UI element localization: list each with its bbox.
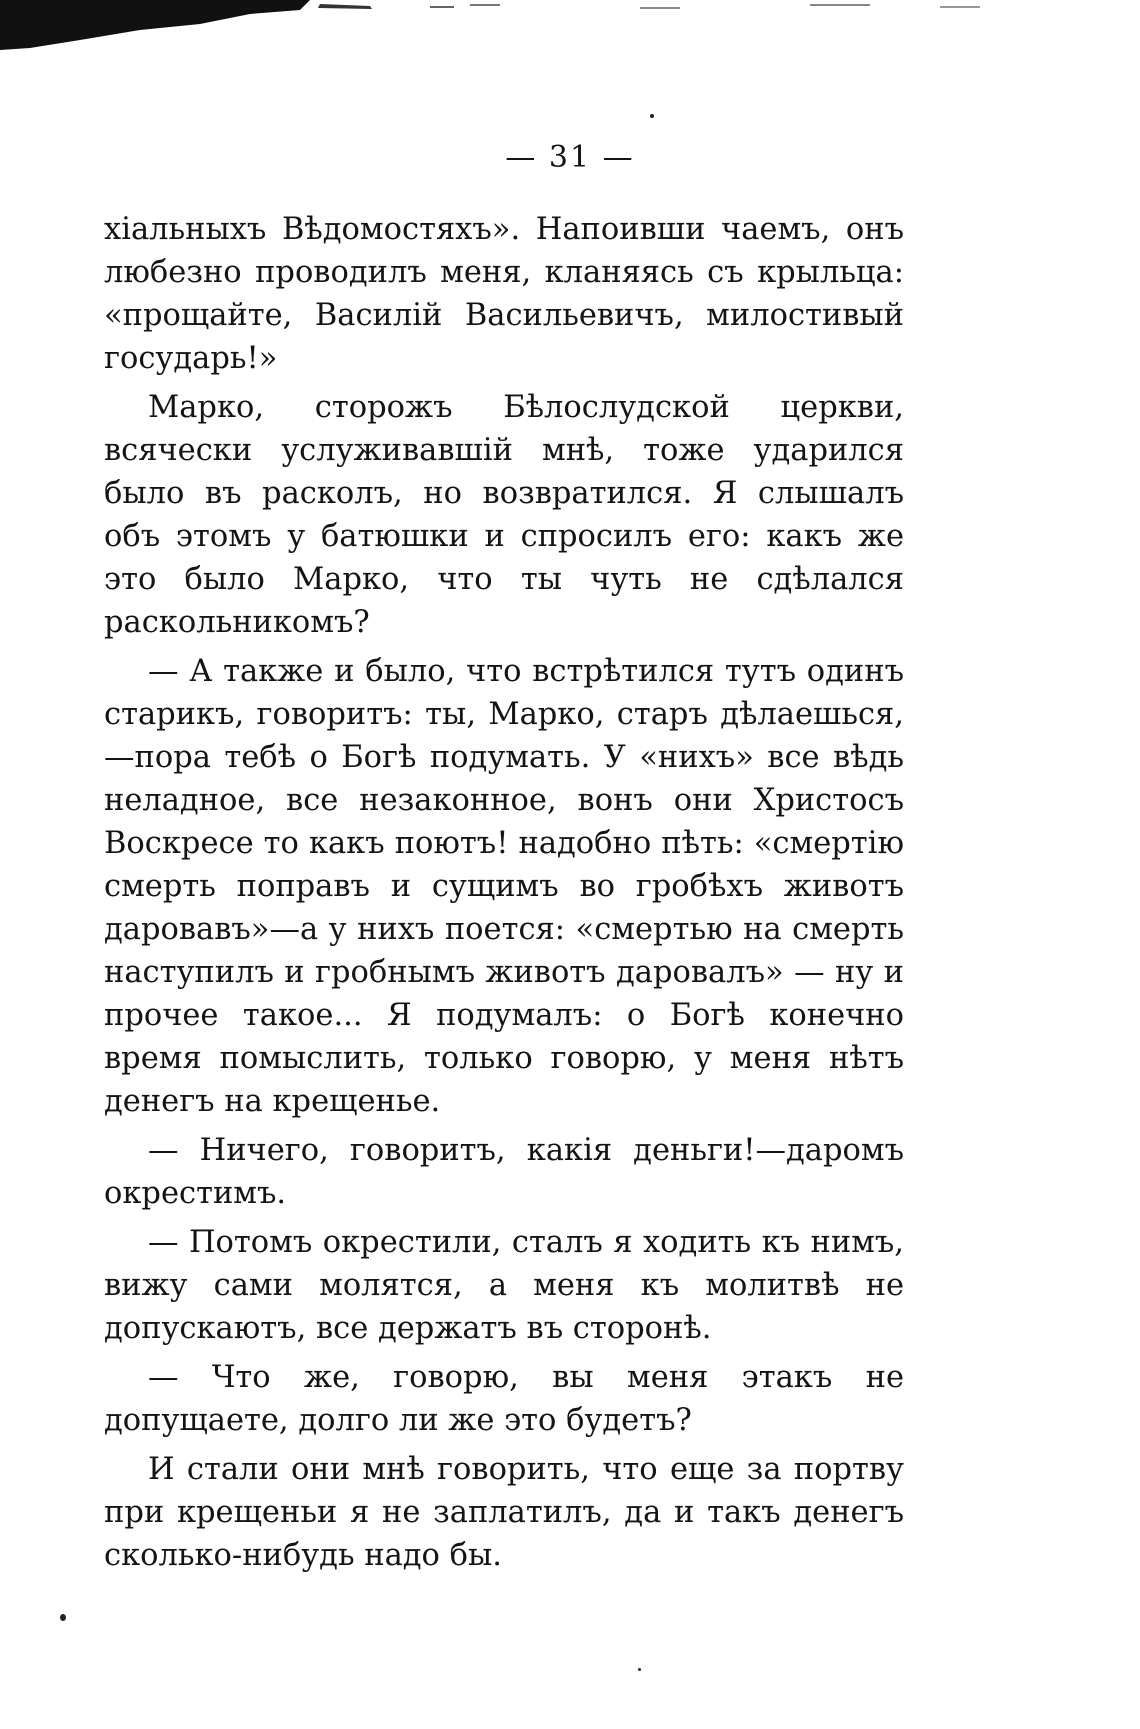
text-body — [104, 208, 904, 1577]
page-number: — 31 — — [505, 140, 635, 175]
paragraph: — Ничего, говоритъ, какія деньги!—даромъ окрестимъ. — [104, 1133, 904, 1211]
paragraph: — Потомъ окрестили, сталъ я ходить къ нимъ, вижу сами молятся, а меня къ молитвѣ не допускаютъ, все держатъ въ сторонѣ. — [104, 1225, 904, 1346]
paragraph: Марко, сторожъ Бѣлослудской церкви, всячески услуживавшій мнѣ, тоже ударился было въ расколъ, но возвратился. Я слышалъ объ этомъ у батюшки и спросилъ его: какъ же это было Марко, что ты чуть не сдѣлался раскольникомъ? — [104, 390, 904, 640]
paragraph: — Что же, говорю, вы меня этакъ не допущаете, долго ли же это будетъ? — [104, 1360, 904, 1438]
scan-edge-artifact — [0, 0, 1140, 60]
paragraph: хіальныхъ Вѣдомостяхъ». Напоивши чаемъ, онъ любезно проводилъ меня, кланяясь съ крыльца: «прощайте, Василій Васильевичъ, милостивый государь!» — [104, 212, 904, 376]
scan-speck — [650, 114, 654, 118]
paragraph: — А также и было, что встрѣтился тутъ одинъ старикъ, говоритъ: ты, Марко, старъ дѣлаешься,—пора тебѣ о Богѣ подумать. У «нихъ» все вѣдь неладное, все незаконное, вонъ они Христосъ Воскресе то какъ поютъ! надобно пѣть: «смертію смерть поправъ и сущимъ во гробѣхъ животъ даровавъ»—а у нихъ поется: «смертью на смерть наступилъ и гробнымъ животъ даровалъ» — ну и прочее такое... Я подумалъ: о Богѣ конечно время помыслить, только говорю, у меня нѣтъ денегъ на крещенье. — [104, 654, 904, 1119]
paragraph: И стали они мнѣ говорить, что еще за портву при крещеньи я не заплатилъ, да и такъ денегъ сколько-нибудь надо бы. — [104, 1452, 904, 1573]
scan-speck — [638, 1668, 641, 1671]
scan-speck — [60, 1614, 66, 1621]
